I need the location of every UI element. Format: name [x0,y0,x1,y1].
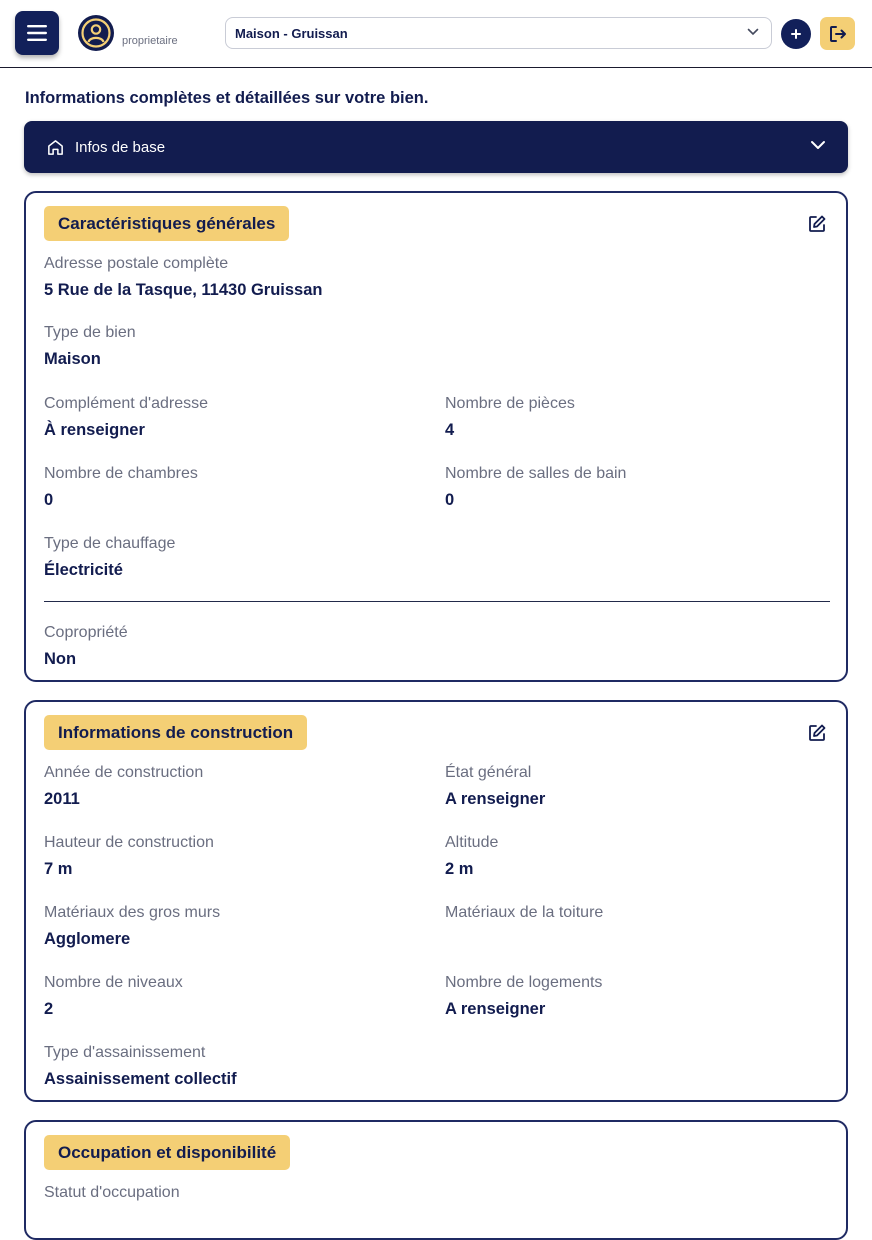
field-bathrooms [445,464,626,510]
field-coownership [44,623,128,669]
field-rooms [445,394,575,440]
field-label: Altitude [445,834,499,851]
home-icon [46,138,65,157]
field-label: Nombre de chambres [44,465,198,482]
divider [44,601,830,602]
field-value: 0 [44,491,54,509]
menu-button[interactable] [15,11,59,55]
field-value: A renseigner [445,1000,546,1018]
field-state [445,763,545,809]
field-label: Matériaux des gros murs [44,904,221,921]
field-label: Type de bien [44,324,136,341]
field-label: Adresse postale complète [44,255,229,272]
field-label: Statut d'occupation [44,1184,180,1201]
add-property-button[interactable] [781,19,811,49]
field-value: A renseigner [445,790,546,808]
hamburger-icon [27,25,47,41]
field-label: État général [445,764,532,781]
field-label: Année de construction [44,764,204,781]
logout-icon [828,24,848,44]
field-value: Assainissement collectif [44,1070,237,1088]
field-value: Électricité [44,561,123,579]
field-value: 5 Rue de la Tasque, 11430 Gruissan [44,281,323,299]
user-role-label: proprietaire [122,35,178,47]
accordion-label: Infos de base [75,138,166,156]
field-levels [44,973,183,1019]
field-label: Nombre de pièces [445,395,575,412]
field-bedrooms [44,464,198,510]
field-value: 2011 [44,790,80,808]
field-dwellings [445,973,602,1019]
field-label: Copropriété [44,624,128,641]
avatar[interactable] [78,15,114,51]
field-value: 2 m [445,860,474,878]
field-sanitation [44,1043,237,1089]
card-occupation [24,1120,848,1240]
field-label: Hauteur de construction [44,834,214,851]
field-label: Type d'assainissement [44,1044,206,1061]
card-general [24,191,848,682]
card-title: Occupation et disponibilité [44,1135,290,1170]
field-type [44,323,136,369]
chevron-down-icon [810,140,826,150]
field-complement [44,394,208,440]
property-select[interactable] [225,17,772,49]
card-title: Caractéristiques générales [44,206,289,241]
field-label: Nombre de niveaux [44,974,183,991]
field-label: Matériaux de la toiture [445,904,604,921]
field-label: Nombre de salles de bain [445,465,627,482]
field-altitude [445,833,498,879]
field-height [44,833,214,879]
field-label: Nombre de logements [445,974,603,991]
field-label: Type de chauffage [44,535,176,552]
field-label: Complément d'adresse [44,395,209,412]
field-year [44,763,203,809]
field-value: À renseigner [44,421,145,439]
field-occupation-status [44,1183,180,1203]
edit-icon[interactable] [807,214,827,234]
field-value: 4 [445,421,455,439]
logout-button[interactable] [820,17,855,50]
field-walls [44,903,220,949]
field-address [44,254,323,300]
plus-icon [791,29,801,39]
property-select-value: Maison - Gruissan [235,25,348,41]
field-value: Maison [44,350,101,368]
field-roof [445,903,603,929]
field-heating [44,534,175,580]
field-value: Non [44,650,77,668]
chevron-down-icon [747,28,759,36]
card-construction [24,700,848,1102]
field-value: 0 [445,491,455,509]
field-value: Agglomere [44,930,131,948]
card-title: Informations de construction [44,715,307,750]
field-value: 2 [44,1000,54,1018]
top-bar [0,0,872,68]
accordion-infos-de-base[interactable] [24,121,848,173]
field-value: 7 m [44,860,73,878]
page-intro: Informations complètes et détaillées sur votre bien. [25,89,429,107]
edit-icon[interactable] [807,723,827,743]
user-avatar-icon [78,15,114,51]
